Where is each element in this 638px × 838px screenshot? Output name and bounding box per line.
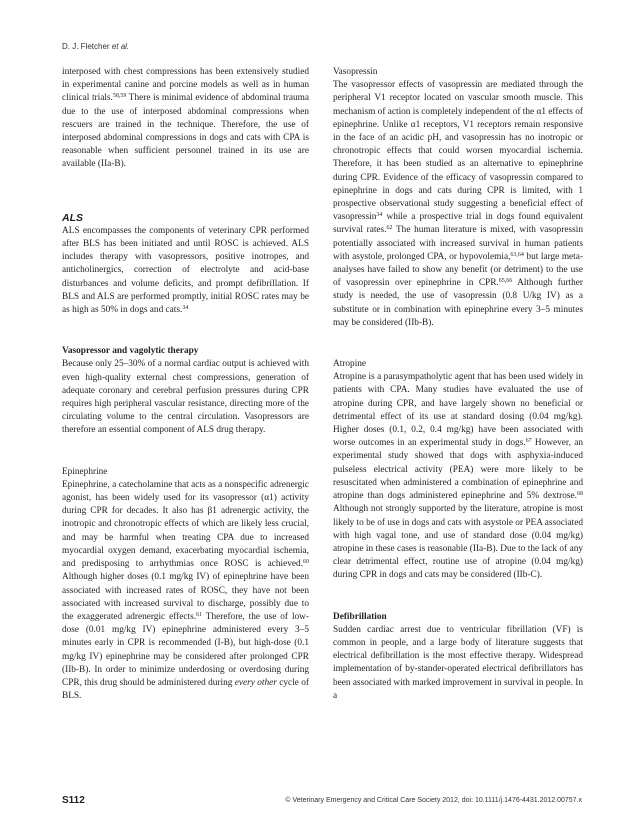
paragraph-epinephrine: Epinephrine, a catecholamine that acts as a nonspecific adrenergic agonist, has been widely used for its vasopressor (α1) activity during CPR for decades. It also has β1 adrenergic activity, the inotropic and chronotropic effects of which are likely less crucial, and may be harmful when treating CPA due to increased myocardial oxygen demand, exacerbating myocardial ischemia, and predisposing to arrhythmias once ROSC is achieved.$^{60}$ Although higher doses (0.1 mg/kg IV) of epinephrine have been associated with increased rates of ROSC, they have not been associated with increased survival to discharge, possibly due to the exaggerated adrenergic effects.$^{61}$ Therefore, the use of low-dose (0.01 mg/kg IV) epinephrine administered every 3–5 minutes early in CPR is recommended (I-B), but high-dose (0.1 mg/kg IV) epinephrine may be considered after prolonged CPR (IIb-B). In order to minimize underdosing or overdosing during CPR, this drug should be administered during every other cycle of BLS. <box>62 479 309 702</box>
paragraph-defibrillation: Sudden cardiac arrest due to ventricular fibrillation (VF) is common in people, and a large body of literature suggests that electrical defibrillation is the most effective therapy. Widespread implementation of by-stander-operated electrical defibrillators has been associated with marked improvement in survival in people. In a <box>333 624 583 701</box>
author-etal: et al. <box>111 42 130 51</box>
paragraph-atropine: Atropine is a parasympatholytic agent that has been used widely in patients with CPA. Many studies have evaluated the use of atropine during CPR, and have largely shown no beneficial or detrimental effect of its use at standard dosing (0.04 mg/kg). Higher doses (0.1, 0.2, 0.4 mg/kg) have been associated with worse outcomes in an experimental study in dogs.$^{67}$ However, an experimental study showed that dogs with asphyxia-induced pulseless electrical activity (PEA) were more likely to be resuscitated when administered a combination of epinephrine and atropine than dogs administered epinephrine and 5% dextrose.$^{68}$ Although not strongly supported by the literature, atropine is most likely to be of use in dogs and cats with asystole or PEA associated with high vagal tone, and use of standard dose (0.04 mg/kg) atropine in these cases is reasonable (IIa-B). Due to the lack of any clear detrimental effect, routine use of atropine (0.04 mg/kg) during CPR in dogs and cats may be considered (IIb-C). <box>333 372 583 581</box>
author-name: D. J. Fletcher <box>62 42 110 51</box>
paragraph-als: ALS encompasses the components of veterinary CPR performed after BLS has been initiated and until ROSC is achieved. ALS includes therapy with vasopressors, positive inotropes, and anticholinergics, correction of electrolyte and acid-base disturbances and volume deficits, and prompt defibrillation. If BLS and ALS are performed promptly, initial ROSC rates may be as high as 50% in dogs and cats.$^{34}$ <box>62 225 309 316</box>
heading-epinephrine: Epinephrine <box>62 466 108 477</box>
heading-als: ALS <box>62 211 83 224</box>
heading-vasopressin: Vasopressin <box>333 67 378 77</box>
left-column <box>62 66 309 703</box>
page-number: S112 <box>62 795 85 806</box>
paragraph-vasopressin: The vasopressor effects of vasopressin are mediated through the peripheral V1 receptor located on vascular smooth muscle. This mechanism of action is completely independent of the α1 effects of epinephrine. Unlike α1 receptors, V1 receptors remain responsive in the face of an acidic pH, and vasopressin has no inotropic or chronotropic effects that could worsen myocardial ischemia. Therefore, it has been studied as an alternative to epinephrine during CPR. Evidence of the efficacy of vasopressin compared to epinephrine in dogs and cats during CPR is limited, with 1 prospective observational study suggesting a beneficial effect of vasopressin$^{34}$ while a prospective trial in dogs found equivalent survival rates.$^{62}$ The human literature is mixed, with vasopressin potentially associated with increased survival in human patients with asystole, prolonged CPA, or hypovolemia,$^{63,64}$ but large meta-analyses have failed to show any benefit (or detriment) to the use of vasopressin over epinephrine in CPR.$^{65,66}$ Although further study is needed, the use of vasopressin (0.8 U/kg IV) as a substitute or in combination with epinephrine every 3–5 minutes may be considered (IIb-B). <box>333 80 583 328</box>
paragraph-interposed: interposed with chest compressions has been extensively studied in experimental canine and porcine models as well as in human clinical trials.$^{58,59}$ There is minimal evidence of abdominal trauma due to the use of interposed abdominal compressions when rescuers are trained in the technique. Therefore, the use of interposed abdominal compressions in dogs and cats with CPA is reasonable when sufficient personnel trained in its use are available (IIa-B). <box>62 67 309 170</box>
heading-vasopressor: Vasopressor and vagolytic therapy <box>62 346 199 357</box>
right-column <box>333 66 583 703</box>
heading-atropine: Atropine <box>333 359 367 370</box>
paragraph-vasopressor: Because only 25–30% of a normal cardiac output is achieved with even high-quality external chest compressions, generation of adequate coronary and cerebral perfusion pressures during CPR requires high peripheral vascular resistance, directing more of the circulating volume to the central circulation. Vasopressors are therefore an essential component of ALS drug therapy. <box>62 359 309 436</box>
footer-citation: © Veterinary Emergency and Critical Care Society 2012, doi: 10.1111/j.1476-4431.2012.00757.x <box>285 797 582 804</box>
heading-defibrillation: Defibrillation <box>333 611 387 622</box>
running-head <box>62 42 129 51</box>
